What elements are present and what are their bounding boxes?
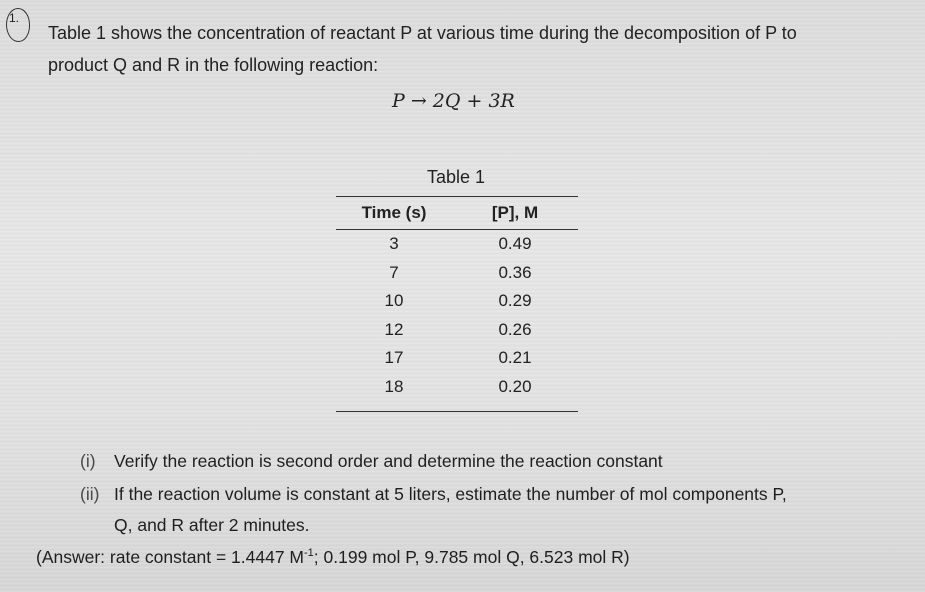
subquestion-ii-continuation: Q, and R after 2 minutes. — [114, 515, 310, 535]
reaction-equation: P → 2Q + 3R — [392, 90, 515, 112]
cell-concentration: 0.29 — [498, 291, 532, 311]
answer-unit-exponent: -1 — [304, 547, 314, 560]
subquestion-i — [80, 451, 663, 472]
cell-time: 18 — [336, 373, 452, 412]
table-row — [336, 344, 578, 373]
answer-line — [36, 547, 630, 568]
cell-concentration: 0.26 — [498, 319, 532, 339]
table-header-row — [336, 197, 578, 230]
cell-time: 10 — [384, 291, 404, 311]
subquestion-ii-label: (ii) — [80, 484, 100, 504]
subquestion-ii-text: If the reaction volume is constant at 5 liters, estimate the number of mol components P, — [114, 484, 787, 504]
cell-concentration: 0.21 — [498, 348, 532, 368]
question-number-badge: 1. — [6, 8, 30, 42]
answer-suffix: ; 0.199 mol P, 9.785 mol Q, 6.523 mol R) — [313, 547, 630, 567]
question-intro — [48, 17, 908, 81]
table-row — [336, 316, 578, 345]
subquestion-ii — [80, 484, 787, 505]
intro-line-2: product Q and R in the following reaction: — [48, 55, 379, 75]
cell-concentration: 0.20 — [452, 373, 578, 412]
table-row — [336, 373, 578, 412]
subquestion-i-text: Verify the reaction is second order and determine the reaction constant — [114, 451, 663, 471]
cell-concentration: 0.36 — [498, 262, 532, 282]
header-time: Time (s) — [336, 197, 452, 230]
table-caption: Table 1 — [427, 167, 486, 187]
table-row — [336, 259, 578, 288]
answer-prefix: (Answer: rate constant = 1.4447 M — [36, 547, 304, 567]
intro-line-1: Table 1 shows the concentration of reactant P at various time during the decomposition of P to — [48, 23, 797, 43]
cell-time: 3 — [389, 234, 399, 254]
cell-time: 17 — [384, 348, 404, 368]
table-row — [336, 230, 578, 259]
cell-time: 12 — [384, 319, 404, 339]
cell-concentration: 0.49 — [498, 234, 532, 254]
concentration-table — [336, 196, 578, 412]
table-row — [336, 287, 578, 316]
header-concentration: [P], M — [452, 197, 578, 230]
subquestion-i-label: (i) — [80, 451, 96, 471]
cell-time: 7 — [389, 262, 399, 282]
